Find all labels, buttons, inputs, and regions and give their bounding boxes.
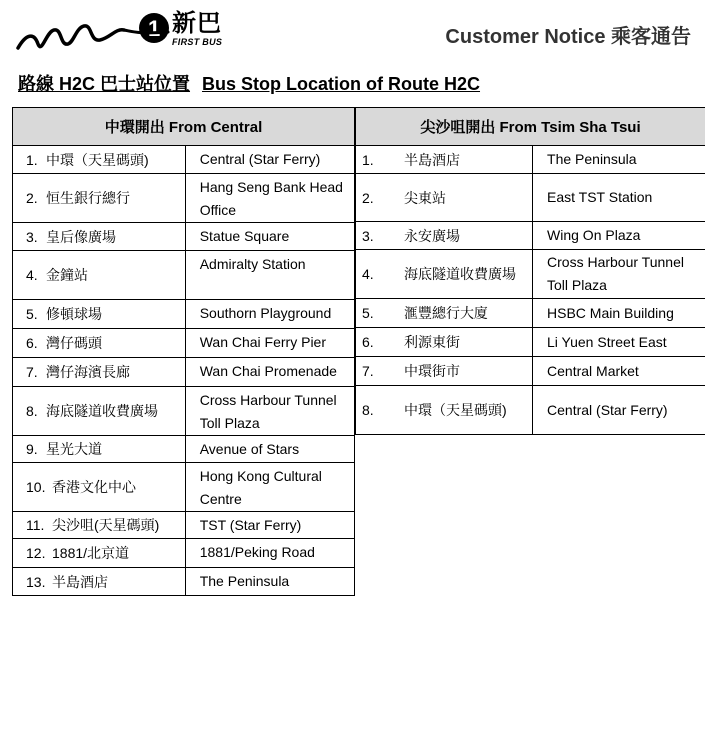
table-row: [356, 357, 705, 386]
stop-name-en: Cross Harbour Tunnel Toll Plaza: [185, 387, 354, 436]
table-row: [13, 329, 355, 358]
stop-number: 13.: [26, 573, 46, 590]
stop-name-en: 1881/Peking Road: [185, 539, 354, 568]
stop-name-en: East TST Station: [533, 174, 705, 222]
page-title: [18, 70, 480, 96]
page-header: [0, 0, 705, 60]
stop-name-en: Southorn Playground: [185, 300, 354, 329]
stop-number: 8.: [26, 403, 38, 419]
stop-name-cn: 半島酒店: [404, 151, 460, 168]
stop-name-cn: 海底隧道收費廣場: [404, 266, 516, 282]
stop-name-cn: 中環（天星碼頭): [46, 151, 149, 168]
stop-name-en: Li Yuen Street East: [533, 328, 705, 357]
stop-name-cn: 永安廣場: [404, 227, 460, 244]
stop-number: 10.: [26, 479, 46, 495]
stop-name-cn: 中環（天星碼頭): [404, 402, 507, 418]
stop-name-en: Wan Chai Ferry Pier: [185, 329, 354, 358]
stop-number: 1.: [26, 151, 38, 168]
table-row: [13, 251, 355, 300]
stop-name-en: Central Market: [533, 357, 705, 386]
stop-name-cn: 尖沙咀(天星碼頭): [52, 517, 160, 533]
table-row: [13, 223, 355, 251]
stop-number: 9.: [26, 441, 38, 457]
stop-name-en: Wing On Plaza: [533, 222, 705, 250]
stop-name-en: Avenue of Stars: [185, 436, 354, 463]
table-row: [13, 387, 355, 436]
stop-name-cn: 金鐘站: [46, 267, 88, 283]
stop-name-en: TST (Star Ferry): [185, 512, 354, 539]
table-row: [356, 328, 705, 357]
stop-number: 7.: [26, 364, 38, 380]
table-row: [13, 512, 355, 539]
stop-name-en: The Peninsula: [185, 568, 354, 596]
table-row: [356, 386, 705, 435]
stop-name-cn: 滙豐總行大廈: [404, 305, 488, 321]
stop-number: 3.: [26, 228, 38, 245]
stop-number: 4.: [362, 266, 374, 282]
table-row: [356, 222, 705, 250]
stop-name-en: Wan Chai Promenade: [185, 358, 354, 387]
stop-number: 12.: [26, 545, 46, 561]
brand-name-cn: 新巴: [172, 10, 222, 37]
brand-logo-text: [172, 12, 222, 47]
stop-name-en: HSBC Main Building: [533, 299, 705, 328]
svg-text:1: 1: [148, 16, 161, 41]
table-row: [13, 539, 355, 568]
stop-name-cn: 皇后像廣場: [46, 228, 116, 245]
stop-name-en: Statue Square: [185, 223, 354, 251]
stop-number: 7.: [362, 363, 374, 379]
stop-number: 4.: [26, 267, 38, 283]
stop-name-en: The Peninsula: [533, 146, 705, 174]
table-row: [356, 250, 705, 299]
stop-number: 2.: [362, 189, 374, 206]
table-row: [13, 146, 355, 174]
stop-number: 11.: [26, 517, 45, 533]
stop-name-en: Central (Star Ferry): [185, 146, 354, 174]
stop-name-en: Hong Kong Cultural Centre: [185, 463, 354, 512]
stop-number: 6.: [362, 334, 374, 350]
table-row: [356, 174, 705, 222]
stop-name-cn: 利源東街: [404, 334, 460, 350]
stop-number: 5.: [362, 305, 374, 321]
title-cn: 路線 H2C 巴士站位置: [18, 74, 191, 94]
table-row: [13, 463, 355, 512]
stop-name-cn: 香港文化中心: [52, 479, 136, 495]
stop-name-cn: 灣仔海濱長廊: [46, 364, 130, 380]
table-row: [13, 174, 355, 223]
table-row: [13, 568, 355, 596]
table-row: [13, 436, 355, 463]
table-row: [356, 146, 705, 174]
stop-number: 1.: [362, 151, 374, 168]
from-central-table: [12, 107, 355, 596]
stop-number: 5.: [26, 306, 38, 322]
stop-name-en: Cross Harbour Tunnel Toll Plaza: [533, 250, 705, 299]
stop-name-cn: 灣仔碼頭: [46, 335, 102, 351]
stop-name-cn: 1881/北京道: [52, 545, 130, 561]
stop-name-cn: 尖東站: [404, 189, 446, 206]
stop-name-cn: 恒生銀行總行: [46, 190, 130, 206]
customer-notice-label: Customer Notice 乘客通告: [445, 26, 691, 48]
table-row: [356, 299, 705, 328]
stop-name-cn: 半島酒店: [52, 573, 108, 590]
stop-number: 2.: [26, 190, 38, 206]
stop-name-cn: 海底隧道收費廣場: [46, 403, 158, 419]
table-row: [13, 300, 355, 329]
title-en: Bus Stop Location of Route H2C: [202, 74, 481, 94]
stop-number: 8.: [362, 402, 374, 418]
table-row: [13, 358, 355, 387]
brand-name-en: FIRST BUS: [172, 37, 223, 47]
stop-number: 3.: [362, 227, 374, 244]
stop-name-en: Hang Seng Bank Head Office: [185, 174, 354, 223]
stop-name-en: Admiralty Station: [185, 251, 354, 300]
first-bus-logo-icon: [16, 10, 176, 56]
stop-name-cn: 星光大道: [46, 441, 102, 457]
stop-name-en: Central (Star Ferry): [533, 386, 705, 435]
from-tst-heading: 尖沙咀開出 From Tsim Sha Tsui: [356, 108, 705, 146]
stop-name-cn: 中環街市: [404, 363, 460, 379]
stop-name-cn: 修頓球場: [46, 306, 102, 322]
from-tst-table: [355, 107, 705, 435]
stop-number: 6.: [26, 335, 38, 351]
from-central-heading: 中環開出 From Central: [13, 108, 355, 146]
